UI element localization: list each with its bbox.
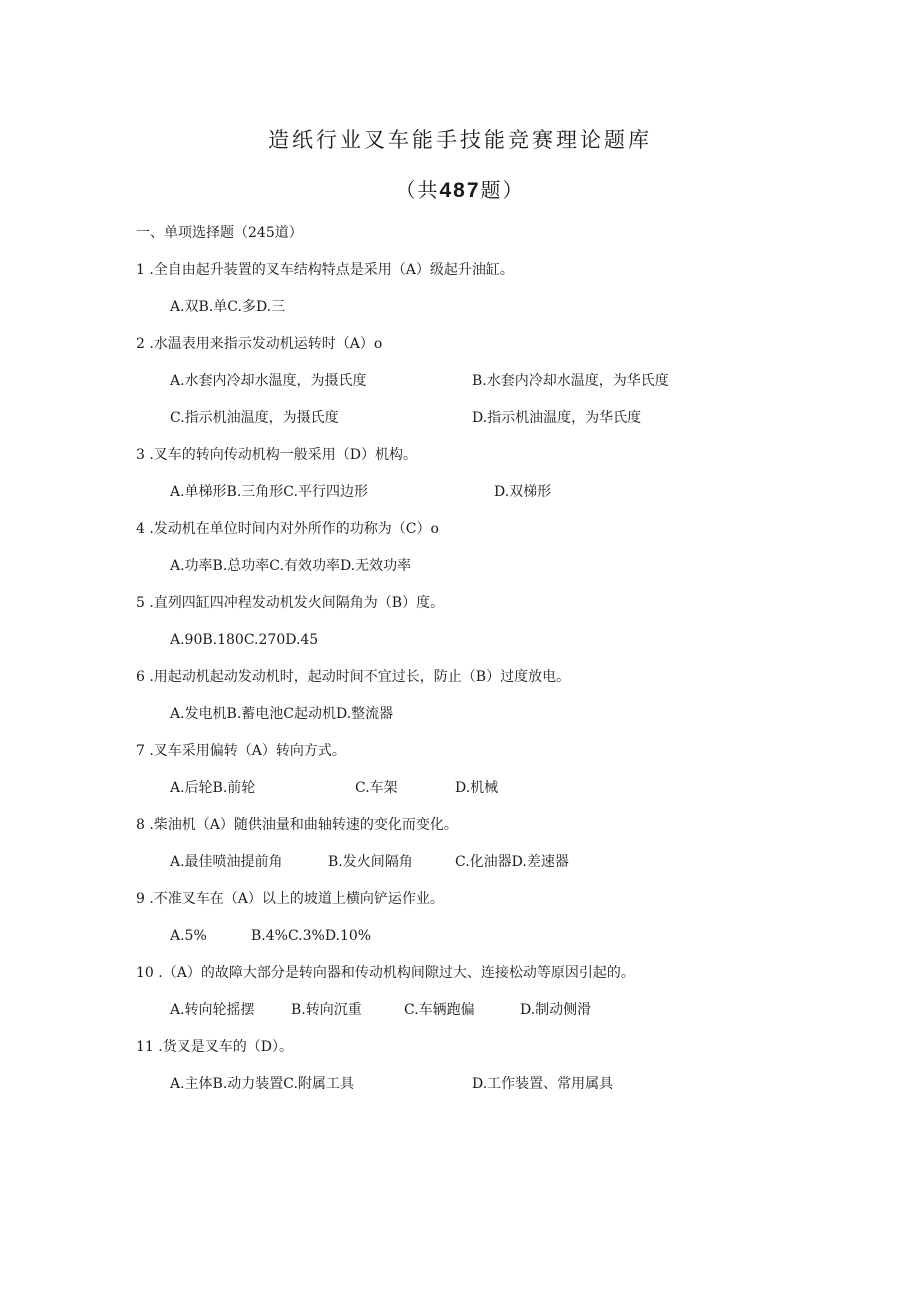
options-1: A.双B.单C.多D.三 xyxy=(170,299,286,315)
document-subtitle xyxy=(0,174,920,203)
option-8b: B.发火间隔角 xyxy=(328,854,413,870)
subtitle-open: （共 xyxy=(395,178,440,202)
option-10c: C.车辆跑偏 xyxy=(404,1002,475,1018)
section-heading: 一、单项选择题（245道） xyxy=(136,225,303,241)
question-9: 9 .不准叉车在（A）以上的坡道上横向铲运作业。 xyxy=(136,891,444,907)
question-4: 4 .发动机在单位时间内对外所作的功称为（C）o xyxy=(136,521,439,537)
question-5: 5 .直列四缸四冲程发动机发火间隔角为（B）度。 xyxy=(136,595,445,611)
subtitle-close: 题） xyxy=(480,178,525,202)
question-10: 10 .（A）的故障大部分是转向器和传动机构间隙过大、连接松动等原因引起的。 xyxy=(136,965,635,981)
question-11: 11 .货叉是叉车的（D）。 xyxy=(136,1039,293,1055)
option-10a: A.转向轮摇摆 xyxy=(170,1002,255,1018)
options-6: A.发电机B.蓄电池C起动机D.整流器 xyxy=(170,706,394,722)
document-title: 造纸行业叉车能手技能竞赛理论题库 xyxy=(268,128,652,152)
question-6: 6 .用起动机起动发动机时，起动时间不宜过长，防止（B）过度放电。 xyxy=(136,669,571,685)
question-count: 487 xyxy=(439,179,481,202)
option-2c: C.指示机油温度，为摄氏度 xyxy=(170,410,339,426)
option-10d: D.制动侧滑 xyxy=(520,1002,592,1018)
option-2b: B.水套内冷却水温度，为华氏度 xyxy=(472,373,669,389)
option-2a: A.水套内冷却水温度，为摄氏度 xyxy=(170,373,367,389)
options-7ab: A.后轮B.前轮 xyxy=(170,780,256,796)
options-5: A.90B.180C.270D.45 xyxy=(170,632,319,648)
question-7: 7 .叉车采用偏转（A）转向方式。 xyxy=(136,743,346,759)
options-9bcd: B.4%C.3%D.10% xyxy=(251,928,372,944)
question-1: 1 .全自由起升装置的叉车结构特点是采用（A）级起升油缸。 xyxy=(136,262,514,278)
option-3d: D.双梯形 xyxy=(494,484,552,500)
question-8: 8 .柴油机（A）随供油量和曲轴转速的变化而变化。 xyxy=(136,817,458,833)
option-7d: D.机械 xyxy=(455,780,499,796)
option-2d: D.指示机油温度，为华氏度 xyxy=(472,410,642,426)
question-3: 3 .叉车的转向传动机构一般采用（D）机构。 xyxy=(136,447,418,463)
options-3abc: A.单梯形B.三角形C.平行四边形 xyxy=(170,484,368,500)
options-8cd: C.化油器D.差速器 xyxy=(455,854,569,870)
option-11d: D.工作装置、常用属具 xyxy=(472,1076,614,1092)
option-9a: A.5% xyxy=(170,928,207,944)
options-11abc: A.主体B.动力装置C.附属工具 xyxy=(170,1076,354,1092)
option-8a: A.最佳喷油提前角 xyxy=(170,854,283,870)
question-2: 2 .水温表用来指示发动机运转时（A）o xyxy=(136,336,383,352)
options-4: A.功率B.总功率C.有效功率D.无效功率 xyxy=(170,558,412,574)
option-10b: B.转向沉重 xyxy=(291,1002,362,1018)
option-7c: C.车架 xyxy=(355,780,398,796)
